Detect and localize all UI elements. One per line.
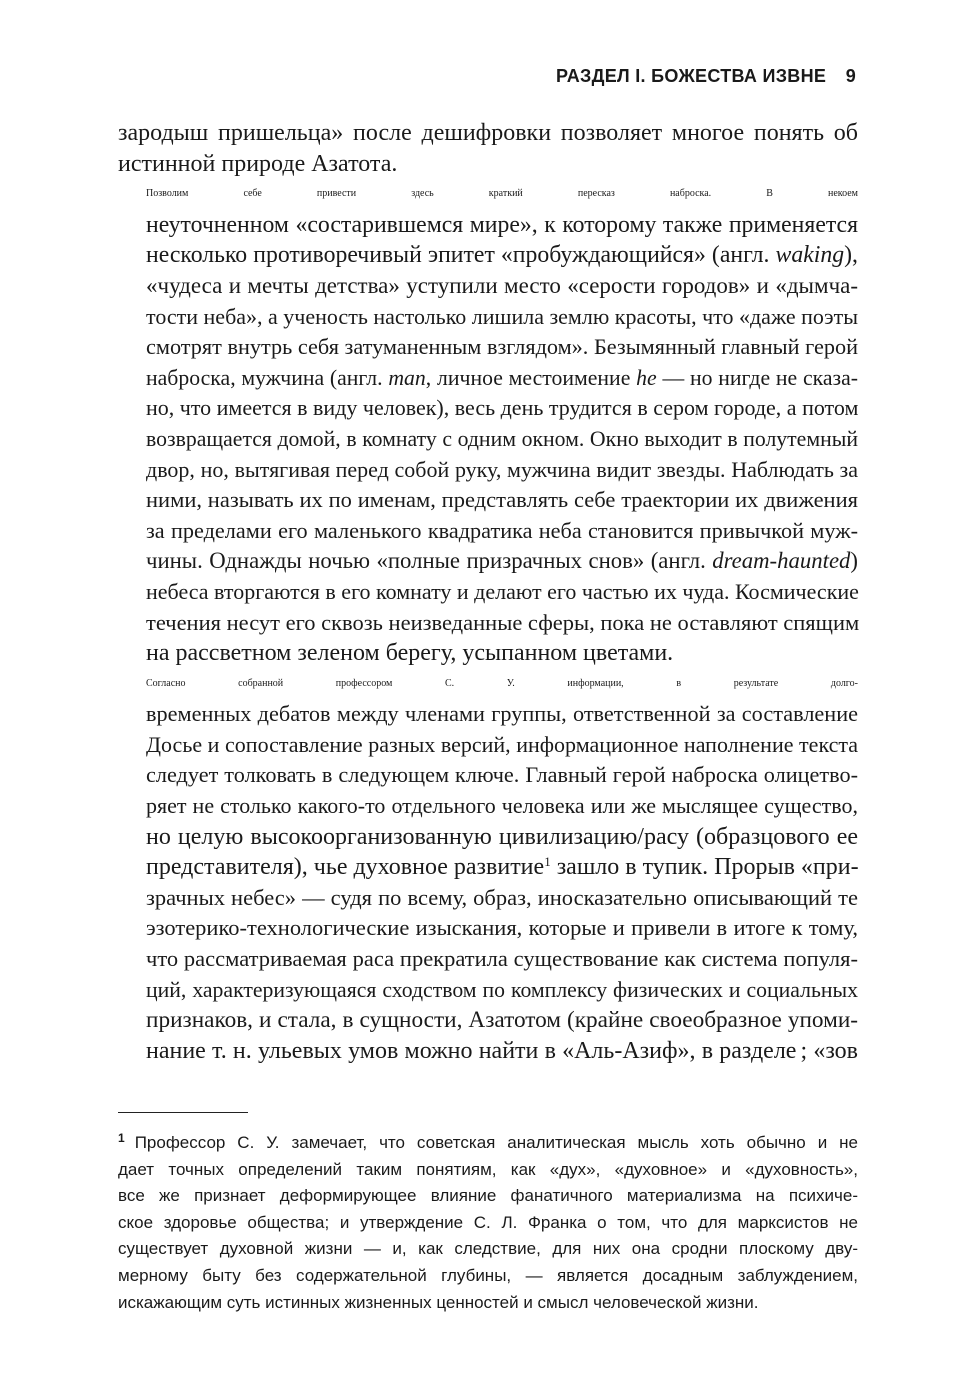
text-line: смотрят внутрь себя затуманенным взглядом». Безымянный главный герой <box>146 334 858 360</box>
footnote-line: искажающим суть истинных жизненных ценностей и смысл человеческой жизни. <box>118 1292 759 1312</box>
text-line: Согласно собранной профессором С. У. информации, в результате долго- <box>146 677 858 689</box>
text-line: зародыш пришельца» после дешифровки позволяет многое понять об <box>118 120 858 146</box>
text-line: ряет не столько какого-то отдельного человека или же мыслящее существо, <box>146 793 858 819</box>
text-line: следует толковать в следующем ключе. Главный герой наброска олицетво- <box>146 762 858 788</box>
text-line: временных дебатов между членами группы, ответственной за составление <box>146 701 858 727</box>
text-line: но целую высокоорганизованную цивилизацию/расу (образцового ее <box>146 823 858 850</box>
running-head <box>556 66 856 87</box>
text-line: на рассветном зеленом берегу, усыпанном цветами. <box>146 640 674 667</box>
paragraph-1 <box>118 118 858 179</box>
section-title: РАЗДЕЛ I. БОЖЕСТВА ИЗВНЕ <box>556 66 827 86</box>
footnote-line: $^1$ Профессор С. У. замечает, что советская аналитическая мысль хоть обычно и не <box>118 1131 858 1152</box>
text-line: Досье и сопоставление разных версий, информационное наполнение текста <box>146 731 858 757</box>
text-line: но, что имеется в виду человек), весь день трудится в сером городе, а потом <box>146 395 859 421</box>
footnote-divider <box>118 1112 248 1113</box>
text-line: несколько противоречивый эпитет «пробуждающийся» (англ. waking), <box>146 242 858 269</box>
text-line: Позволим себе привести здесь краткий пересказ наброска. В некоем <box>146 188 858 200</box>
text-line: эзотерико-технологические изыскания, которые и привели в итоге к тому, <box>146 915 858 941</box>
text-line: двор, но, вытягивая перед собой руку, мужчина видит звезды. Наблюдать за <box>146 456 858 482</box>
text-line: чины. Однажды ночью «полные призрачных снов» (англ. dream-haunted) <box>146 548 858 574</box>
footnote-line: существует духовной жизни — и, как следствие, для них она сродни плоскому дву- <box>118 1239 858 1259</box>
text-line: возвращается домой, в комнату с одним окном. Окно выходит в полутемный <box>146 426 858 451</box>
text-line: за пределами его маленького квадратика неба становится привычкой муж- <box>146 517 858 543</box>
body-text <box>118 118 858 1068</box>
footnote-line: все же признает деформирующее влияние фанатичного материализма на психиче- <box>118 1186 858 1206</box>
text-line: нание т. н. ульевых умов можно найти в «Аль-Азиф», в разделе ; «зов <box>146 1037 859 1064</box>
text-line: ними, называть их по именам, представлять себе траектории их движения <box>146 487 858 513</box>
text-line: истинной природе Азатота. <box>118 150 398 177</box>
footnote-reference[interactable]: 1 <box>544 854 551 870</box>
text-line: тости неба», а ученость настолько лишила землю красоты, что «даже поэты <box>146 303 858 329</box>
page-number: 9 <box>845 66 856 86</box>
text-line: ций, характеризующаяся сходством по комплексу физических и социальных <box>146 977 858 1002</box>
paragraph-3 <box>118 669 858 1069</box>
footnote <box>118 1130 858 1316</box>
text-line: представителя), чье духовное развитие$^1$ зашло в тупик. Прорыв «при- <box>146 854 859 881</box>
text-line: что рассматриваемая раса прекратила существование как система популя- <box>146 946 858 972</box>
footnote-line: дает точных определений таким понятиям, как «дух», «духовное» и «духовность», <box>118 1159 858 1179</box>
text-line: течения несут его сквозь неизведанные сферы, пока не оставляют спящим <box>146 609 860 635</box>
text-line: небеса вторгаются в его комнату и делают его частью их чуда. Космические <box>146 578 859 604</box>
text-line: признаков, и стала, в сущности, Азатотом (крайне своеобразное упоми- <box>146 1007 858 1034</box>
text-line: «чудеса и мечты детства» уступили место «серости городов» и «дымча- <box>146 272 858 298</box>
footnote-mark: 1 <box>118 1131 125 1145</box>
paragraph-2 <box>118 179 858 669</box>
text-line: наброска, мужчина (англ. man, личное местоимение he — но нигде не сказа- <box>146 365 858 390</box>
text-line: зрачных небес» — судя по всему, образ, иносказательно описывающий те <box>146 884 858 910</box>
text-line: неуточненном «состарившемся мире», к которому также применяется <box>146 211 858 238</box>
footnote-line: ское здоровье общества; и утверждение С. Л. Франка о том, что для марксистов не <box>118 1212 858 1232</box>
footnote-line: мерному быту без содержательной глубины, — является досадным заблуждением, <box>118 1265 858 1285</box>
